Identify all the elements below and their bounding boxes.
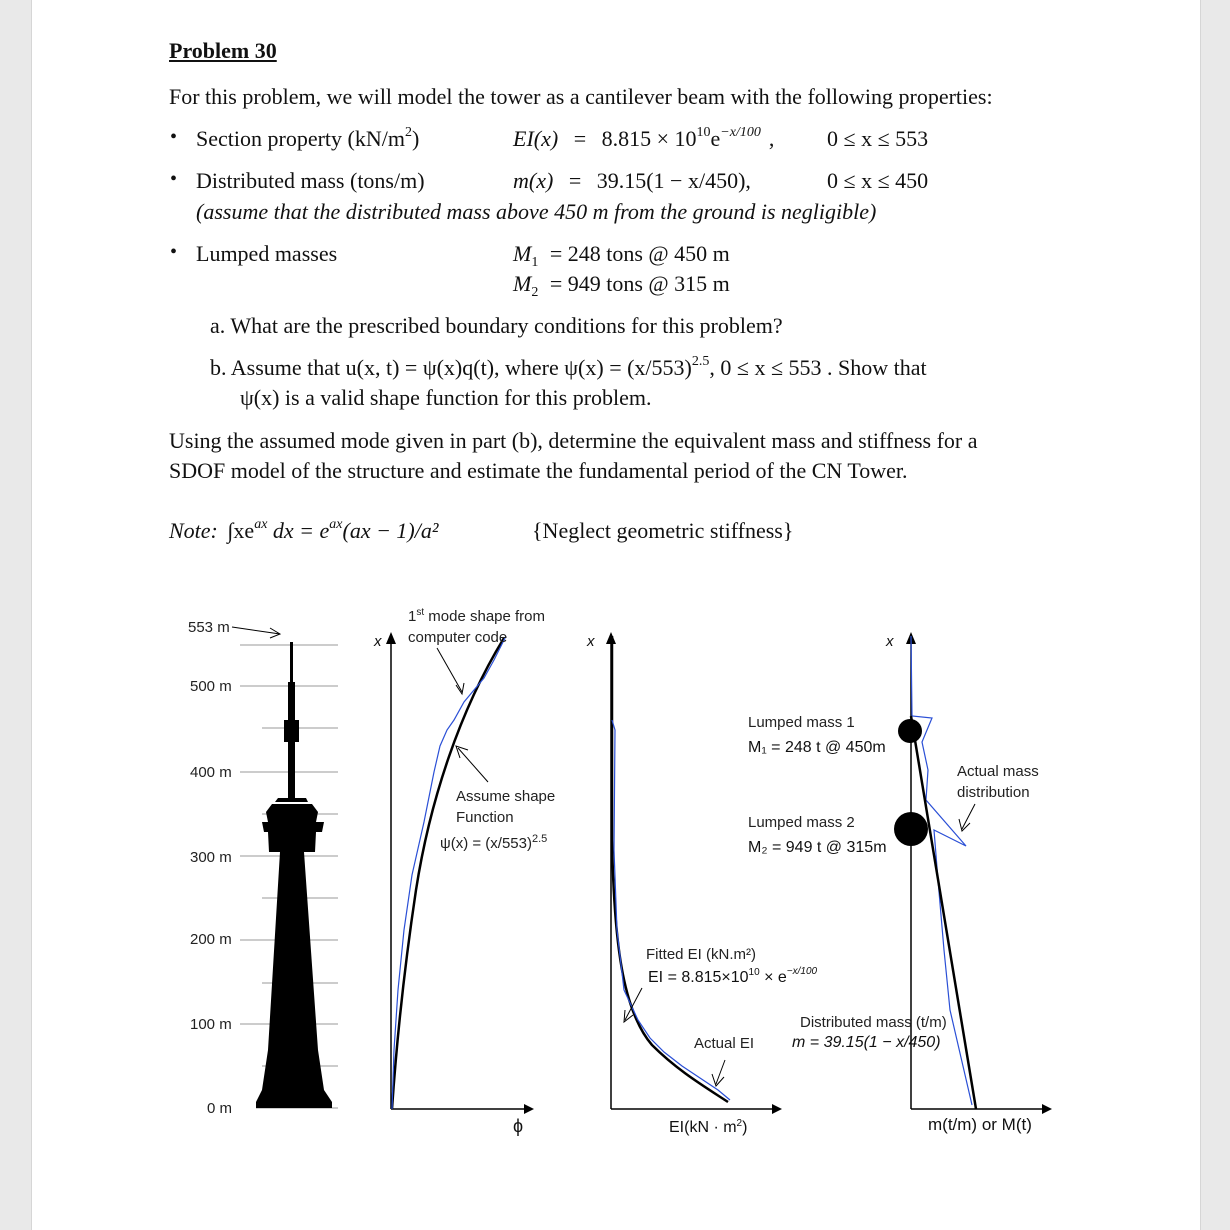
ei-range: 0 ≤ x ≤ 553: [827, 126, 929, 151]
fitted-ei-formula: EI = $8.815\times 10^{10} \times e^{-x/100}$: [648, 966, 818, 986]
bullet-dot: •: [170, 241, 178, 263]
cn-tower-silhouette: [256, 642, 332, 1108]
actual-ei-label: Actual EI: [694, 1035, 755, 1052]
mass-formula: m(x) = 39.15(1 − x/450),: [513, 168, 751, 193]
height-label-553: 553 m: [188, 619, 230, 636]
panel-mode-shape: [373, 607, 555, 1136]
height-label-500: 500 m: [190, 678, 232, 695]
panel2-axis-bottom: $EI(kN \cdot m^2)$: [669, 1118, 748, 1136]
lumped-mass-2: $M_2 = 949$ tons @ 315 m: [513, 271, 730, 300]
part-b-line2: ψ(x) is a valid shape function for this problem.: [240, 385, 652, 410]
height-label-100: 100 m: [190, 1016, 232, 1033]
fitted-ei-curve: [612, 636, 728, 1102]
height-label-200: 200 m: [190, 931, 232, 948]
height-scale: [188, 619, 280, 1117]
lumped1-formula: M₁ = 248 t @ 450m: [748, 739, 886, 756]
panel3-axis-bottom: m(t/m) or M(t): [928, 1115, 1032, 1134]
mass-range: 0 ≤ x ≤ 450: [827, 168, 929, 193]
lumped-mass-2-dot: [894, 812, 928, 846]
part-b-line1: b. Assume that u(x, t) = ψ(x)q(t), where $\psi(x) = (x/553)^{2.5}$, 0 ≤ x ≤ 553 . Show that: [210, 354, 927, 380]
height-label-300: 300 m: [190, 849, 232, 866]
section-property-label: Section property $(kN/m^2)$: [196, 125, 420, 151]
lumped2-formula: M₂ = 949 t @ 315m: [748, 839, 887, 856]
computer-mode-curve: [392, 636, 506, 1109]
actual-mass-label-1: Actual mass: [957, 763, 1039, 780]
height-label-400: 400 m: [190, 764, 232, 781]
question-paragraph: Using the assumed mode given in part (b), determine the equivalent mass and stiffness for a SDOF model of the structure and estimate the fundamental period of the CN Tower.: [169, 428, 978, 483]
part-a: a. What are the prescribed boundary conditions for this problem?: [210, 313, 783, 338]
document-page: [31, 0, 1201, 1230]
lumped-mass-1: $M_1 = 248$ tons @ 450 m: [513, 241, 730, 270]
panel2-axis-x: x: [587, 633, 595, 650]
tower-figure: [32, 590, 1200, 1150]
assume-formula: $\psi(x) = (x/553)^{2.5}$: [440, 833, 548, 852]
note-neglect: {Neglect geometric stiffness}: [532, 518, 794, 543]
distributed-mass-formula: m = 39.15(1 − x/450): [792, 1034, 941, 1051]
bullet-dot: •: [170, 126, 178, 148]
fitted-ei-label: Fitted EI (kN.m²): [646, 946, 757, 963]
panel1-axis-phi: ϕ: [513, 1116, 524, 1136]
actual-mass-label-2: distribution: [957, 784, 1030, 801]
bullet-dot: •: [170, 168, 178, 190]
ei-formula: $EI(x) = 8.815 \times 10^{10}e^{-x/100}$ ,: [513, 125, 775, 151]
lumped-masses-label: Lumped masses: [196, 241, 338, 266]
lumped2-label: Lumped mass 2: [748, 814, 855, 831]
panel-ei: [586, 632, 818, 1136]
panel-mass: [748, 632, 1052, 1134]
computer-label-line2: computer code: [408, 629, 508, 646]
distributed-mass-label: Distributed mass (tons/m): [196, 168, 425, 193]
height-label-0: 0 m: [207, 1100, 233, 1117]
assumed-shape-curve: [392, 638, 504, 1109]
distributed-mass-label: Distributed mass (t/m): [800, 1014, 947, 1031]
panel3-axis-x: x: [886, 633, 894, 650]
assume-label-line1: Assume shape: [456, 788, 556, 805]
problem-title: Problem 30: [169, 38, 277, 63]
note-line: Note: $\int xe^{ax}$ dx = $e^{ax}(ax - 1)/a^2$: [169, 517, 439, 543]
mass-note: (assume that the distributed mass above 450 m from the ground is negligible): [196, 199, 877, 224]
lumped-mass-1-dot: [898, 719, 922, 743]
problem-intro: For this problem, we will model the tower as a cantilever beam with the following properties:: [169, 84, 993, 109]
computer-label-line1: 1st mode shape from: [408, 607, 546, 625]
lumped1-label: Lumped mass 1: [748, 714, 855, 731]
panel1-axis-x: x: [374, 633, 382, 650]
assume-label-line2: Function: [456, 809, 514, 826]
